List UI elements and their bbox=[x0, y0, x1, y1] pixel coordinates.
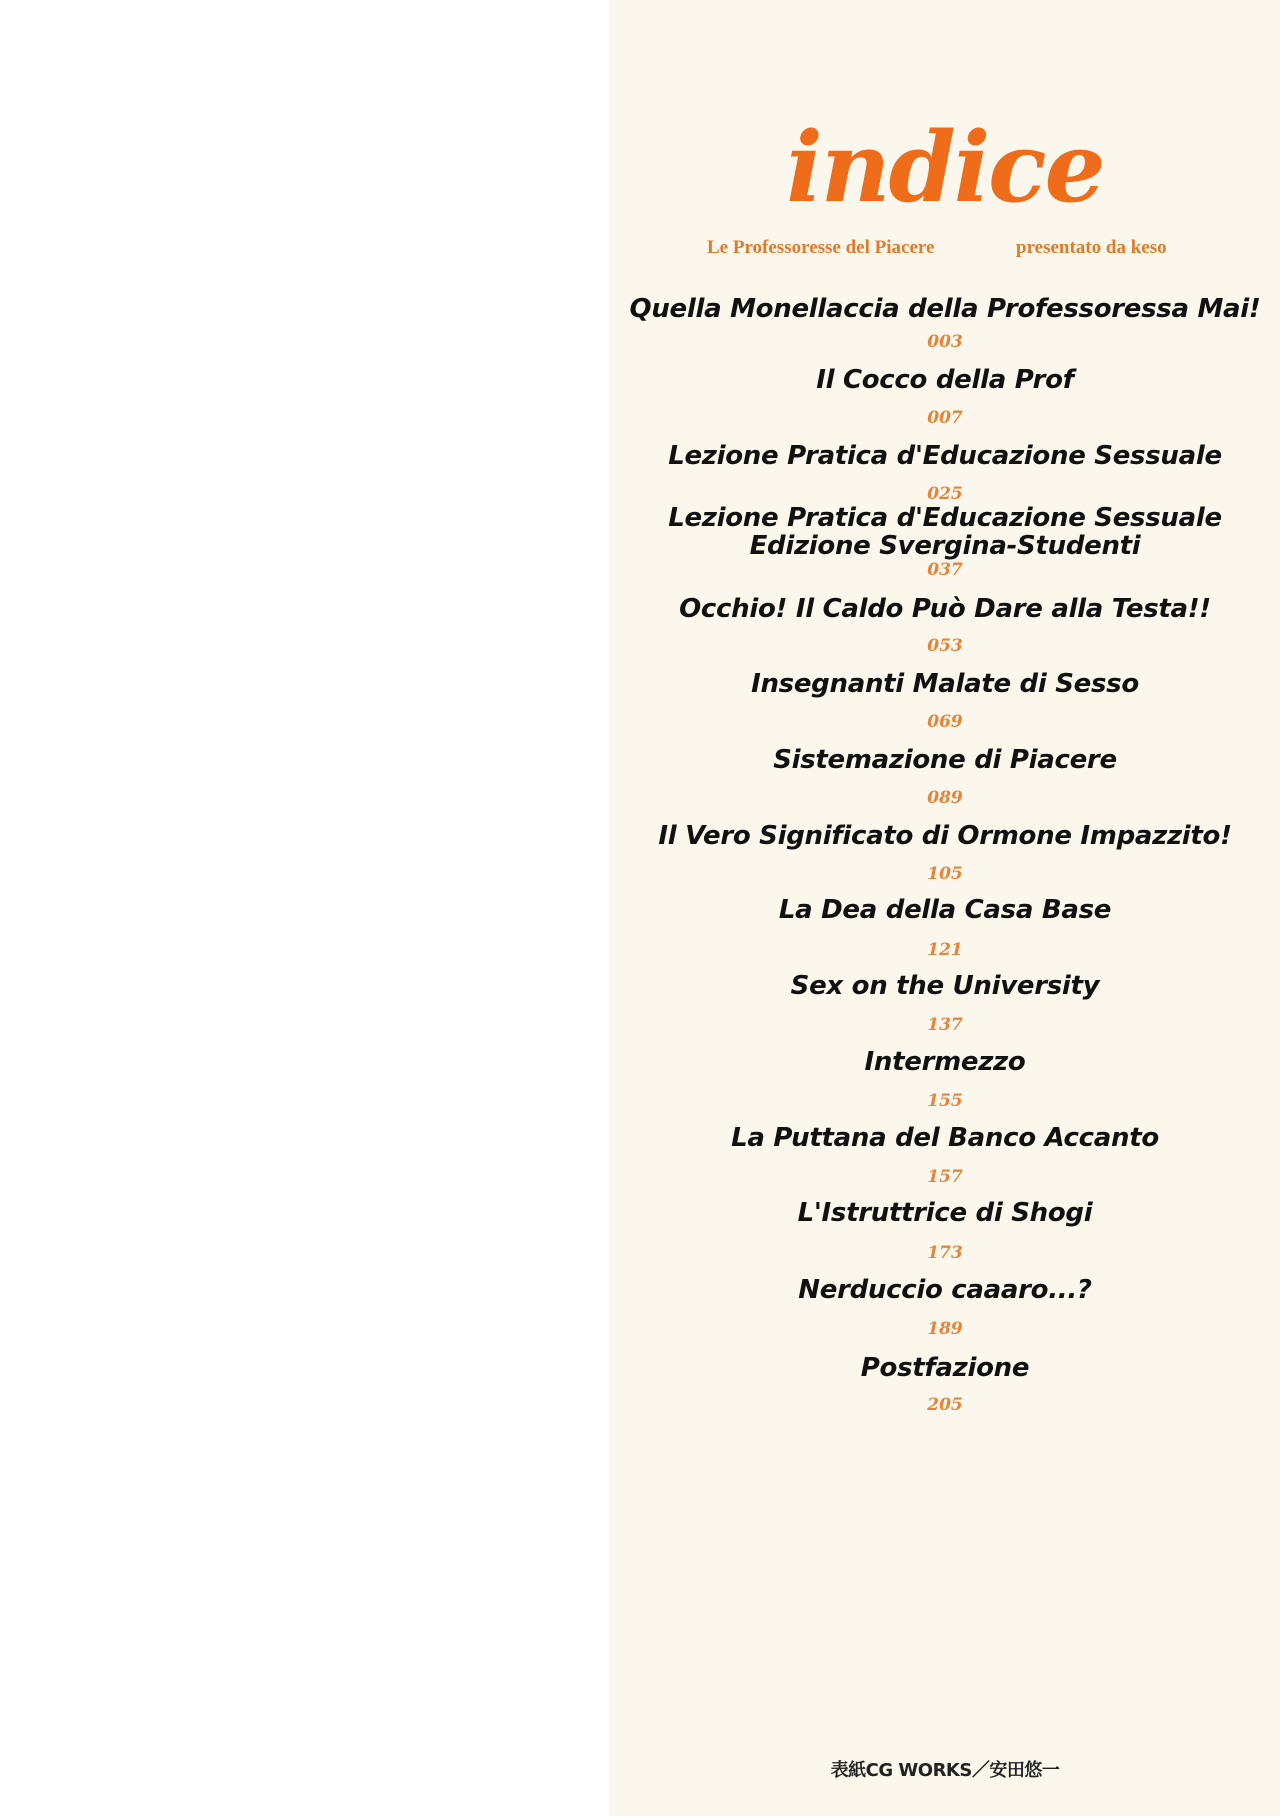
toc-entry-title: Insegnanti Malate di Sesso bbox=[751, 669, 1139, 699]
toc-entry-title: Quella Monellaccia della Professoressa Mai! bbox=[629, 294, 1261, 324]
toc-entry-title: Lezione Pratica d'Educazione Sessuale bbox=[668, 441, 1222, 471]
table-of-contents bbox=[610, 0, 1280, 1816]
toc-entry-page: 157 bbox=[927, 1167, 963, 1187]
toc-entry-title: Occhio! Il Caldo Può Dare alla Testa!! bbox=[679, 594, 1211, 624]
toc-entry-subtitle: Edizione Svergina-Studenti bbox=[749, 531, 1141, 561]
toc-entry-page: 053 bbox=[927, 636, 963, 656]
toc-entry-page: 189 bbox=[927, 1319, 963, 1339]
page-title: indice bbox=[786, 111, 1104, 224]
toc-entry-title: La Puttana del Banco Accanto bbox=[731, 1123, 1159, 1153]
toc-entry-title: L'Istruttrice di Shogi bbox=[797, 1198, 1093, 1228]
book-title: Le Professoresse del Piacere bbox=[707, 237, 935, 258]
toc-entry-page: 025 bbox=[927, 484, 963, 504]
toc-entry-page: 121 bbox=[927, 940, 963, 960]
toc-entry-page: 105 bbox=[927, 864, 963, 884]
toc-entry-title: La Dea della Casa Base bbox=[778, 895, 1112, 925]
toc-entry-page: 003 bbox=[927, 332, 963, 352]
toc-entry-title: Postfazione bbox=[860, 1353, 1030, 1383]
toc-entry-page: 089 bbox=[927, 788, 963, 808]
toc-entry-title: Intermezzo bbox=[864, 1047, 1026, 1077]
toc-entry-page: 173 bbox=[927, 1243, 963, 1263]
toc-entry-page: 007 bbox=[927, 408, 963, 428]
toc-entry-page: 137 bbox=[927, 1015, 963, 1035]
toc-entry-title: Il Cocco della Prof bbox=[816, 365, 1074, 395]
toc-entry-title: Sex on the University bbox=[790, 971, 1100, 1001]
toc-entry-page: 037 bbox=[927, 560, 963, 580]
toc-panel bbox=[610, 0, 1280, 1816]
toc-entry-page: 155 bbox=[927, 1091, 963, 1111]
toc-entry-page: 069 bbox=[927, 712, 963, 732]
toc-entry-page: 205 bbox=[927, 1395, 963, 1415]
toc-entry-title: Il Vero Significato di Ormone Impazzito! bbox=[658, 821, 1232, 851]
toc-entry-title: Nerduccio caaaro...? bbox=[798, 1275, 1092, 1305]
toc-entry-title: Lezione Pratica d'Educazione Sessuale bbox=[668, 503, 1222, 533]
toc-entry-title: Sistemazione di Piacere bbox=[773, 745, 1117, 775]
presenter-credit: presentato da keso bbox=[1016, 237, 1167, 258]
cover-cg-credit: 表紙CG WORKS／安田悠一 bbox=[830, 1760, 1060, 1781]
